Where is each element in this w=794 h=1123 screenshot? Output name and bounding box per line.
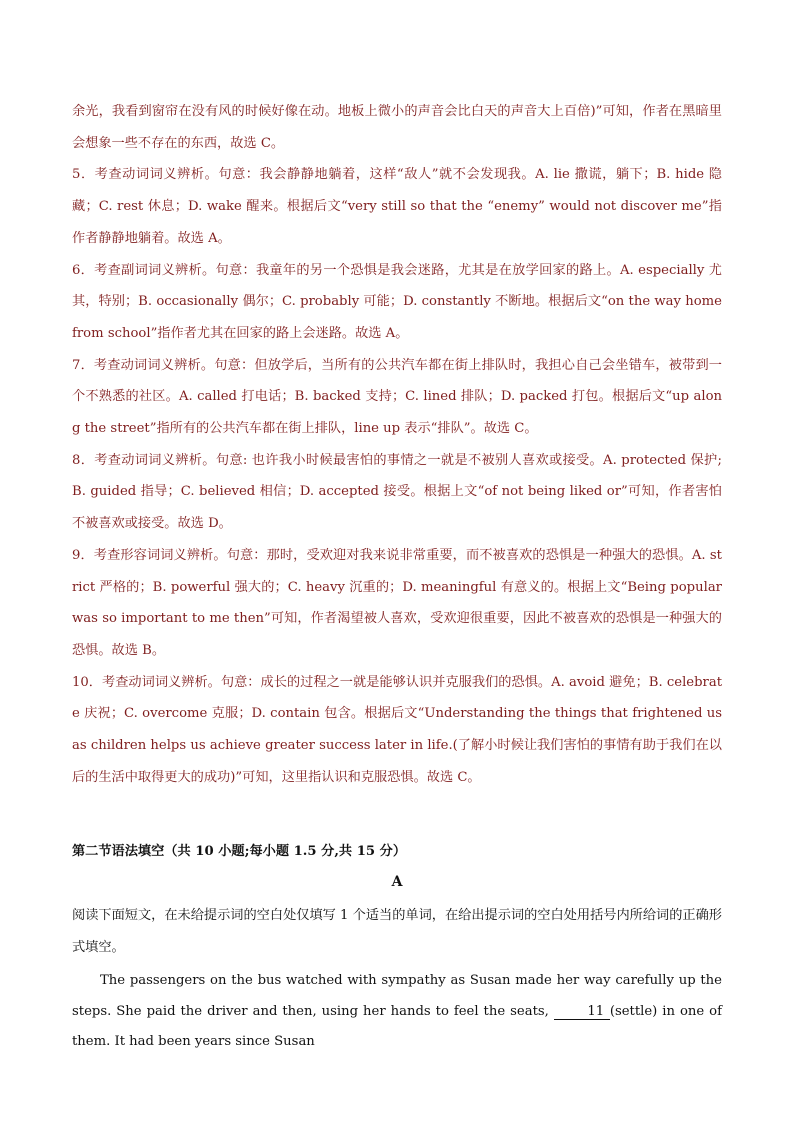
blank-11: 11 <box>554 1005 610 1020</box>
explanation-continuation: 余光，我看到窗帘在没有风的时候好像在动。地板上微小的声音会比白天的声音大上百倍)”可知，作者在黑暗里会想象一些不存在的东西，故选 C。 <box>72 104 722 151</box>
passage-text-before: The passengers on the bus watched with sympathy as Susan made her way carefully up the steps. She paid the driver and then, using her hands to feel the seats, <box>72 973 722 1019</box>
answer-explanations <box>72 96 722 793</box>
passage-text-after: (settle) in one of them. It had been years since Susan <box>72 1003 723 1049</box>
section-heading: 第二节语法填空（共 10 小题;每小题 1.5 分,共 15 分） <box>72 844 407 859</box>
passage-letter: A <box>391 874 403 890</box>
explanation-item-5: 5．考查动词词义辨析。句意：我会静静地躺着，这样“敌人”就不会发现我。A. lie 撒谎，躺下；B. hide 隐藏；C. rest 休息；D. wake 醒来。根据后文“very still so that the “enemy” would not discover me”指作者静静地躺着。故选 A。 <box>72 167 722 246</box>
explanation-item-8: 8．考查动词词义辨析。句意: 也许我小时候最害怕的事情之一就是不被别人喜欢或接受。A. protected 保护; B. guided 指导；C. believed 相信；D. accepted 接受。根据上文“of not being liked or”可知，作者害怕不被喜欢或接受。故选 D。 <box>72 452 722 532</box>
explanation-item-10: 10．考查动词词义辨析。句意：成长的过程之一就是能够认识并克服我们的恐惧。A. avoid 避免；B. celebrate 庆祝；C. overcome 克服；D. contain 包含。根据后文“Understanding the things that frightened us as children helps us achieve greater success later in life.(了解小时候让我们害怕的事情有助于我们在以后的生活中取得更大的成功)”可知，这里指认识和克服恐惧。故选 C。 <box>72 674 722 785</box>
explanation-item-7: 7．考查动词词义辨析。句意：但放学后，当所有的公共汽车都在街上排队时，我担心自己会坐错车，被带到一个不熟悉的社区。A. called 打电话；B. backed 支持；C. lined 排队；D. packed 打包。根据后文“up along the street”指所有的公共汽车都在街上排队，line up 表示“排队”。故选 C。 <box>72 357 722 437</box>
explanation-item-9: 9．考查形容词词义辨析。句意：那时，受欢迎对我来说非常重要，而不被喜欢的恐惧是一种强大的恐惧。A. strict 严格的；B. powerful 强大的；C. heavy 沉重的；D. meaningful 有意义的。根据上文“Being popular was so important to me then”可知，作者渴望被人喜欢，受欢迎很重要，因此不被喜欢的恐惧是一种强大的恐惧。故选 B。 <box>72 547 722 658</box>
section-instruction: 阅读下面短文，在未给提示词的空白处仅填写 1 个适当的单词，在给出提示词的空白处用括号内所给词的正确形式填空。 <box>72 908 722 955</box>
cloze-passage <box>72 966 722 1058</box>
explanation-item-6: 6．考查副词词义辨析。句意：我童年的另一个恐惧是我会迷路，尤其是在放学回家的路上。A. especially 尤其，特别；B. occasionally 偶尔；C. probably 可能；D. constantly 不断地。根据后文“on the way home from school”指作者尤其在回家的路上会迷路。故选 A。 <box>72 262 722 341</box>
